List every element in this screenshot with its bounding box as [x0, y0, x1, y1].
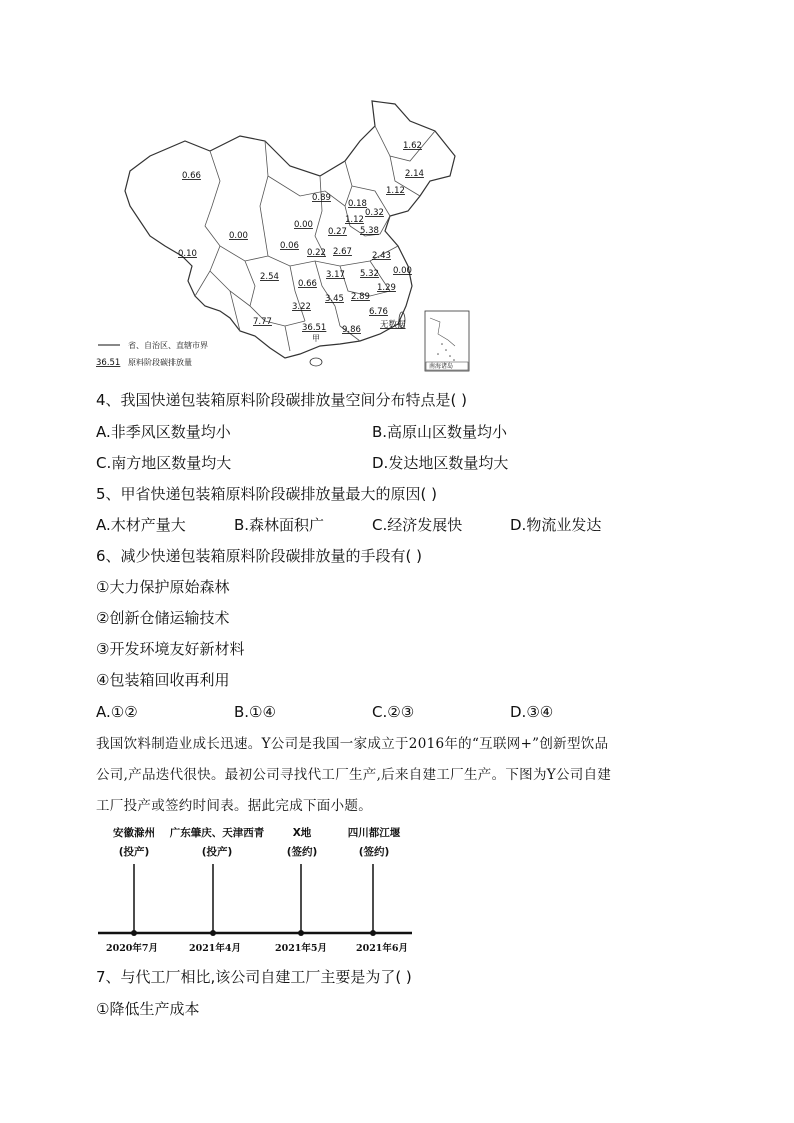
- q6-statement-1: ①大力保护原始森林: [96, 578, 230, 596]
- event-place: 安徽滁州: [113, 827, 155, 839]
- map-value: 3.45: [325, 294, 344, 304]
- factory-timeline: [96, 822, 416, 962]
- event-status: (签约): [286, 846, 318, 858]
- q7-stem: 7、与代工厂相比,该公司自建工厂主要是为了( ): [96, 968, 412, 986]
- event-date: 2021年5月: [274, 943, 328, 954]
- event-place: 广东肇庆、天津西青: [169, 827, 265, 839]
- map-value: 2.89: [351, 292, 370, 302]
- map-value: 0.00: [229, 231, 248, 241]
- q6-option-b[interactable]: B.①④: [234, 703, 276, 721]
- map-value: 0.10: [178, 249, 197, 259]
- map-value: 0.32: [365, 208, 384, 218]
- q6-stem: 6、减少快递包装箱原料阶段碳排放量的手段有( ): [96, 547, 423, 565]
- timeline-events: [131, 864, 376, 936]
- map-value: 1.12: [345, 215, 364, 225]
- timeline-svg: [96, 822, 416, 962]
- map-value: 0.89: [312, 193, 331, 203]
- map-value: 0.22: [307, 248, 326, 258]
- map-value: 2.67: [333, 247, 352, 257]
- hainan-island: [310, 358, 322, 366]
- q6-statement-2: ②创新仓储运输技术: [96, 609, 230, 627]
- map-value: 无数据: [380, 320, 406, 330]
- map-value: 1.12: [386, 186, 405, 196]
- event-status: (投产): [118, 846, 150, 858]
- map-value: 6.76: [369, 307, 388, 317]
- passage-line-1: 我国饮料制造业成长迅速。Y公司是我国一家成立于2016年的“互联网+”创新型饮品: [96, 736, 609, 752]
- map-value: 1.62: [403, 141, 422, 151]
- legend-boundary-label: 省、自治区、直辖市界: [128, 341, 208, 350]
- china-carbon-emission-map: [90, 96, 480, 374]
- event-date: 2021年6月: [355, 943, 409, 954]
- q6-option-a[interactable]: A.①②: [96, 703, 138, 721]
- map-value: 2.43: [372, 251, 391, 261]
- map-value: 2.54: [260, 272, 279, 282]
- map-value: 0.18: [348, 199, 367, 209]
- map-svg: [90, 96, 480, 374]
- q6-statement-3: ③开发环境友好新材料: [96, 640, 245, 658]
- map-value: 5.32: [360, 269, 379, 279]
- q4-stem: 4、我国快递包装箱原料阶段碳排放量空间分布特点是( ): [96, 391, 468, 409]
- legend-value-label: 原料阶段碳排放量: [128, 358, 192, 367]
- q6-statement-4: ④包装箱回收再利用: [96, 671, 230, 689]
- passage-line-3: 工厂投产或签约时间表。据此完成下面小题。: [96, 798, 372, 814]
- map-value: 0.00: [294, 220, 313, 230]
- legend-value-sample: 36.51: [96, 358, 121, 368]
- event-date: 2020年7月: [105, 943, 159, 954]
- q4-option-a[interactable]: A.非季风区数量均小: [96, 423, 231, 441]
- map-value: 36.51: [302, 323, 327, 333]
- q6-option-d[interactable]: D.③④: [510, 703, 554, 721]
- q4-option-d[interactable]: D.发达地区数量均大: [372, 454, 509, 472]
- event-dot: [298, 930, 304, 936]
- q4-option-c[interactable]: C.南方地区数量均大: [96, 454, 232, 472]
- map-value: 0.66: [298, 279, 317, 289]
- event-place: X地: [292, 827, 312, 839]
- map-value: 0.00: [393, 266, 412, 276]
- map-value: 5.38: [360, 226, 379, 236]
- event-status: (投产): [201, 846, 233, 858]
- q7-statement-1: ①降低生产成本: [96, 1000, 200, 1018]
- map-value: 0.06: [280, 241, 299, 251]
- q5-option-a[interactable]: A.木材产量大: [96, 516, 186, 534]
- map-value: 3.17: [326, 270, 345, 280]
- map-value: 7.77: [253, 317, 272, 327]
- map-value: 1.29: [377, 283, 396, 293]
- event-dot: [210, 930, 216, 936]
- event-dot: [370, 930, 376, 936]
- q5-option-d[interactable]: D.物流业发达: [510, 516, 602, 534]
- event-date: 2021年4月: [188, 943, 242, 954]
- map-label-jia: 甲: [312, 334, 320, 343]
- q6-option-c[interactable]: C.②③: [372, 703, 415, 721]
- q5-option-b[interactable]: B.森林面积广: [234, 516, 325, 534]
- inset-label: 南海诸岛: [429, 363, 454, 370]
- q5-stem: 5、甲省快递包装箱原料阶段碳排放量最大的原因( ): [96, 485, 438, 503]
- event-dot: [131, 930, 137, 936]
- q4-option-b[interactable]: B.高原山区数量均小: [372, 423, 508, 441]
- map-value: 3.22: [292, 302, 311, 312]
- passage-line-2: 公司,产品迭代很快。最初公司寻找代工厂生产,后来自建工厂生产。下图为Y公司自建: [96, 767, 612, 783]
- map-value: 0.27: [328, 227, 347, 237]
- map-value: 0.66: [182, 171, 201, 181]
- event-place: 四川都江堰: [347, 827, 401, 839]
- event-status: (签约): [358, 846, 390, 858]
- q5-option-c[interactable]: C.经济发展快: [372, 516, 463, 534]
- map-value: 9.86: [342, 325, 361, 335]
- map-value: 2.14: [405, 169, 424, 179]
